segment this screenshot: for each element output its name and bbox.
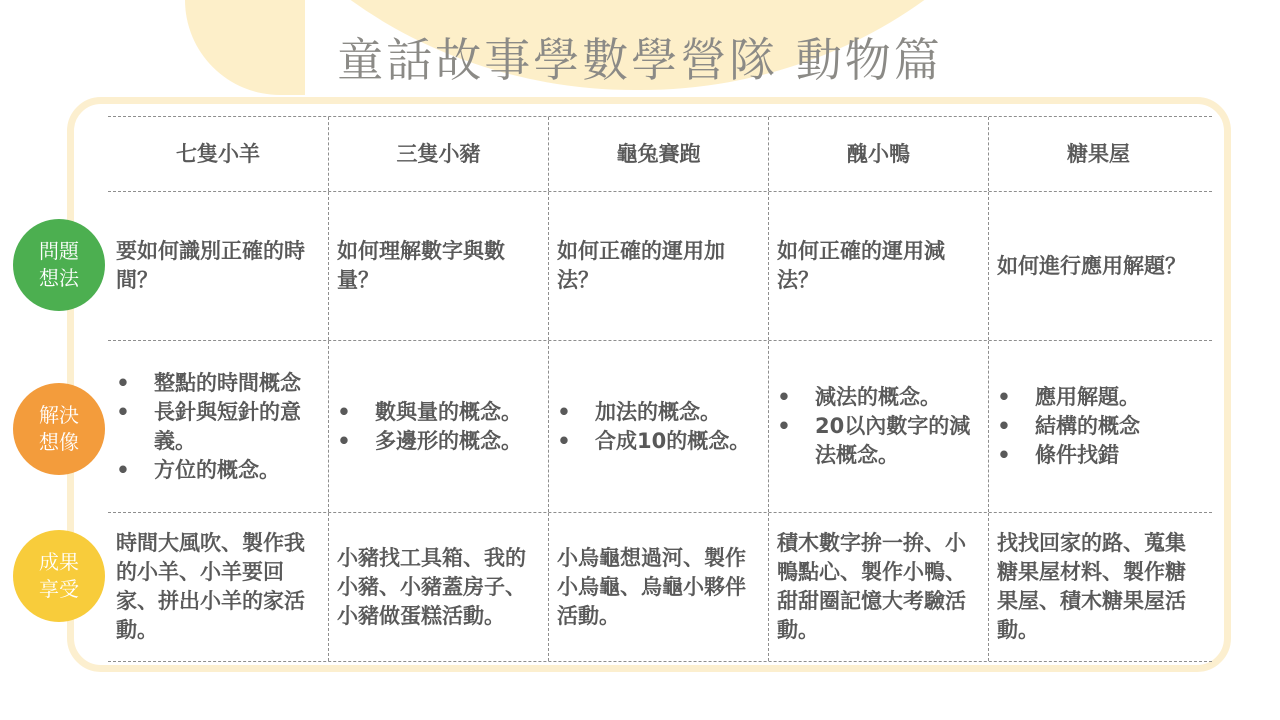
result-cell: 找找回家的路、蒐集糖果屋材料、製作糖果屋、積木糖果屋活動。 xyxy=(988,513,1208,661)
question-badge xyxy=(13,219,105,311)
bullet-item: • 多邊形的概念。 xyxy=(371,427,522,456)
lesson-table xyxy=(108,116,1212,662)
bullet-item: • 條件找錯 xyxy=(1031,441,1140,470)
solution-badge xyxy=(13,383,105,475)
result-cell: 小豬找工具箱、我的小豬、小豬蓋房子、小豬做蛋糕活動。 xyxy=(328,513,548,661)
result-cell: 積木數字拚一拚、小鴨點心、製作小鴨、甜甜圈記憶大考驗活動。 xyxy=(768,513,988,661)
badge-label: 解決 xyxy=(39,403,79,427)
badge-label: 享受 xyxy=(39,577,79,601)
badge-label: 想像 xyxy=(39,430,79,454)
column-header: 七隻小羊 xyxy=(176,141,260,166)
bullet-item: • 加法的概念。 xyxy=(591,398,750,427)
bullet-item: • 應用解題。 xyxy=(1031,383,1140,412)
result-cell: 小烏龜想過河、製作小烏龜、烏龜小夥伴活動。 xyxy=(548,513,768,661)
badge-label: 成果 xyxy=(39,550,79,574)
bullet-list xyxy=(997,383,1140,470)
bullet-item: • 結構的概念 xyxy=(1031,412,1140,441)
bullet-item: • 方位的概念。 xyxy=(150,456,322,485)
solution-cell xyxy=(328,341,548,512)
solution-cell xyxy=(768,341,988,512)
result-cell: 時間大風吹、製作我的小羊、小羊要回家、拼出小羊的家活動。 xyxy=(116,531,305,642)
column-header: 龜兔賽跑 xyxy=(548,117,768,191)
question-row xyxy=(108,191,1212,340)
bullet-item: • 20以內數字的減法概念。 xyxy=(811,412,982,470)
question-cell: 要如何識別正確的時間？ xyxy=(116,239,305,292)
solution-cell xyxy=(548,341,768,512)
bullet-item: • 合成10的概念。 xyxy=(591,427,750,456)
bullet-item: • 數與量的概念。 xyxy=(371,398,522,427)
solution-row xyxy=(108,340,1212,512)
bullet-list xyxy=(777,383,982,470)
column-header: 糖果屋 xyxy=(988,117,1208,191)
question-cell: 如何正確的運用減法？ xyxy=(768,192,988,340)
bullet-item: • 整點的時間概念 xyxy=(150,369,322,398)
result-badge xyxy=(13,530,105,622)
bullet-item: • 減法的概念。 xyxy=(811,383,982,412)
badge-label: 問題 xyxy=(39,239,79,263)
column-header: 醜小鴨 xyxy=(768,117,988,191)
question-cell: 如何進行應用解題？ xyxy=(988,192,1208,340)
solution-cell xyxy=(108,341,328,512)
bullet-list xyxy=(557,398,750,456)
bullet-list xyxy=(337,398,522,456)
bullet-list xyxy=(116,369,322,485)
table-header-row xyxy=(108,116,1212,191)
question-cell: 如何理解數字與數量？ xyxy=(328,192,548,340)
badge-label: 想法 xyxy=(39,266,79,290)
question-cell: 如何正確的運用加法？ xyxy=(548,192,768,340)
solution-cell xyxy=(988,341,1208,512)
page-title: 童話故事學數學營隊 動物篇 xyxy=(337,33,943,87)
bullet-item: • 長針與短針的意義。 xyxy=(150,398,322,456)
result-row xyxy=(108,512,1212,662)
column-header: 三隻小豬 xyxy=(328,117,548,191)
